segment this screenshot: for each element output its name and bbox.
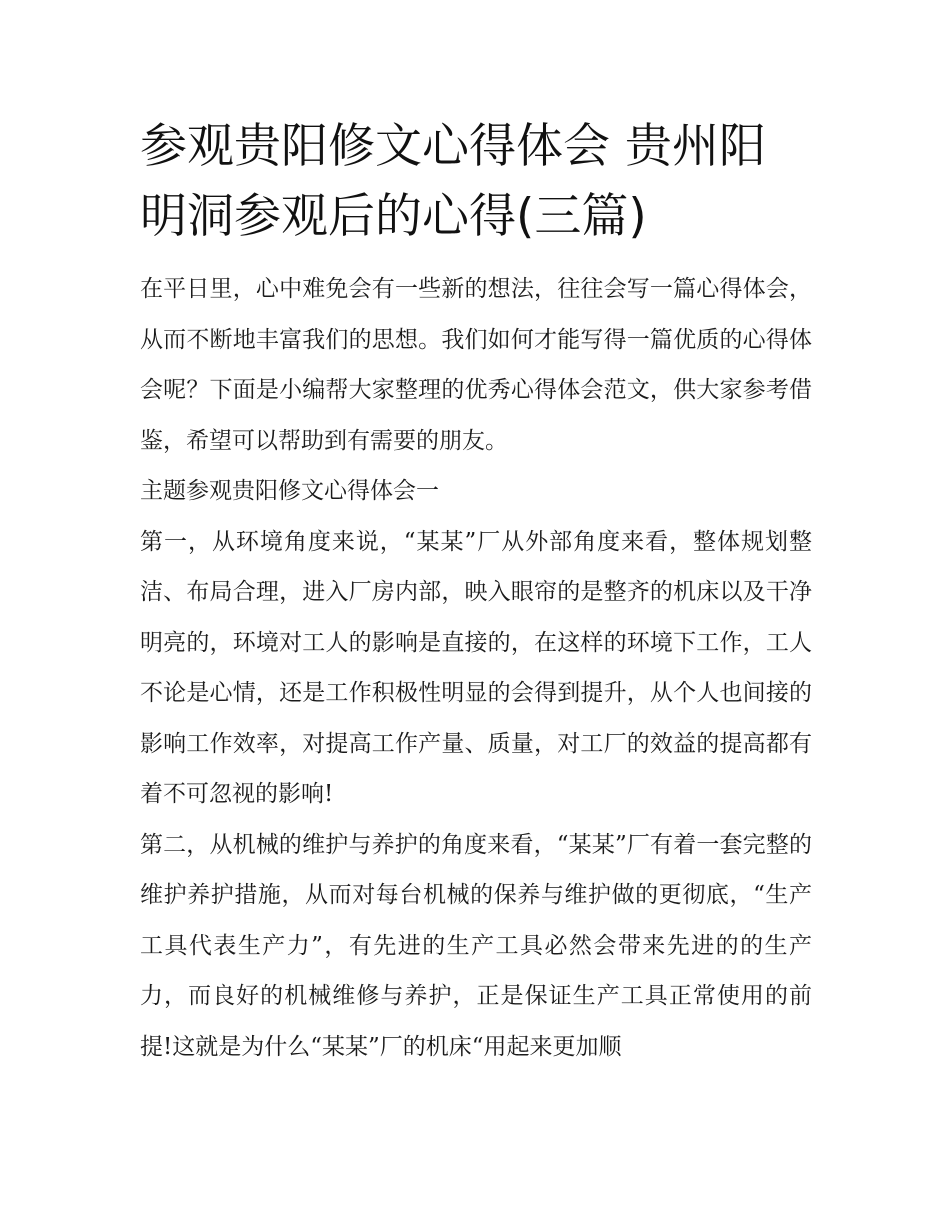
intro-paragraph: 在平日里，心中难免会有一些新的想法，往往会写一篇心得体会，从而不断地丰富我们的思想。我们如何才能写得一篇优质的心得体会呢？下面是小编帮大家整理的优秀心得体会范文，供大家参考借鉴，希望可以帮助到有需要的朋友。 [140, 276, 812, 454]
document-body [140, 112, 812, 1072]
document-title: 参观贵阳修文心得体会 贵州阳明洞参观后的心得(三篇) [140, 119, 766, 244]
section-heading: 主题参观贵阳修文心得体会一 [140, 478, 439, 504]
body-paragraph-second: 第二，从机械的维护与养护的角度来看，“某某”厂有着一套完整的维护养护措施，从而对每台机械的保养与维护做的更彻底，“生产工具代表生产力”，有先进的生产工具必然会带来先进的的生产力，而良好的机械维修与养护，正是保证生产工具正常使用的前提!这就是为什么“某某”厂的机床“用起来更加顺 [140, 831, 812, 1060]
body-paragraph-first: 第一，从环境角度来说，“某某”厂从外部角度来看，整体规划整洁、布局合理，进入厂房内部，映入眼帘的是整齐的机床以及干净明亮的，环境对工人的影响是直接的，在这样的环境下工作，工人不论是心情，还是工作积极性明显的会得到提升，从个人也间接的影响工作效率，对提高工作产量、质量，对工厂的效益的提高都有着不可忽视的影响! [140, 528, 812, 807]
